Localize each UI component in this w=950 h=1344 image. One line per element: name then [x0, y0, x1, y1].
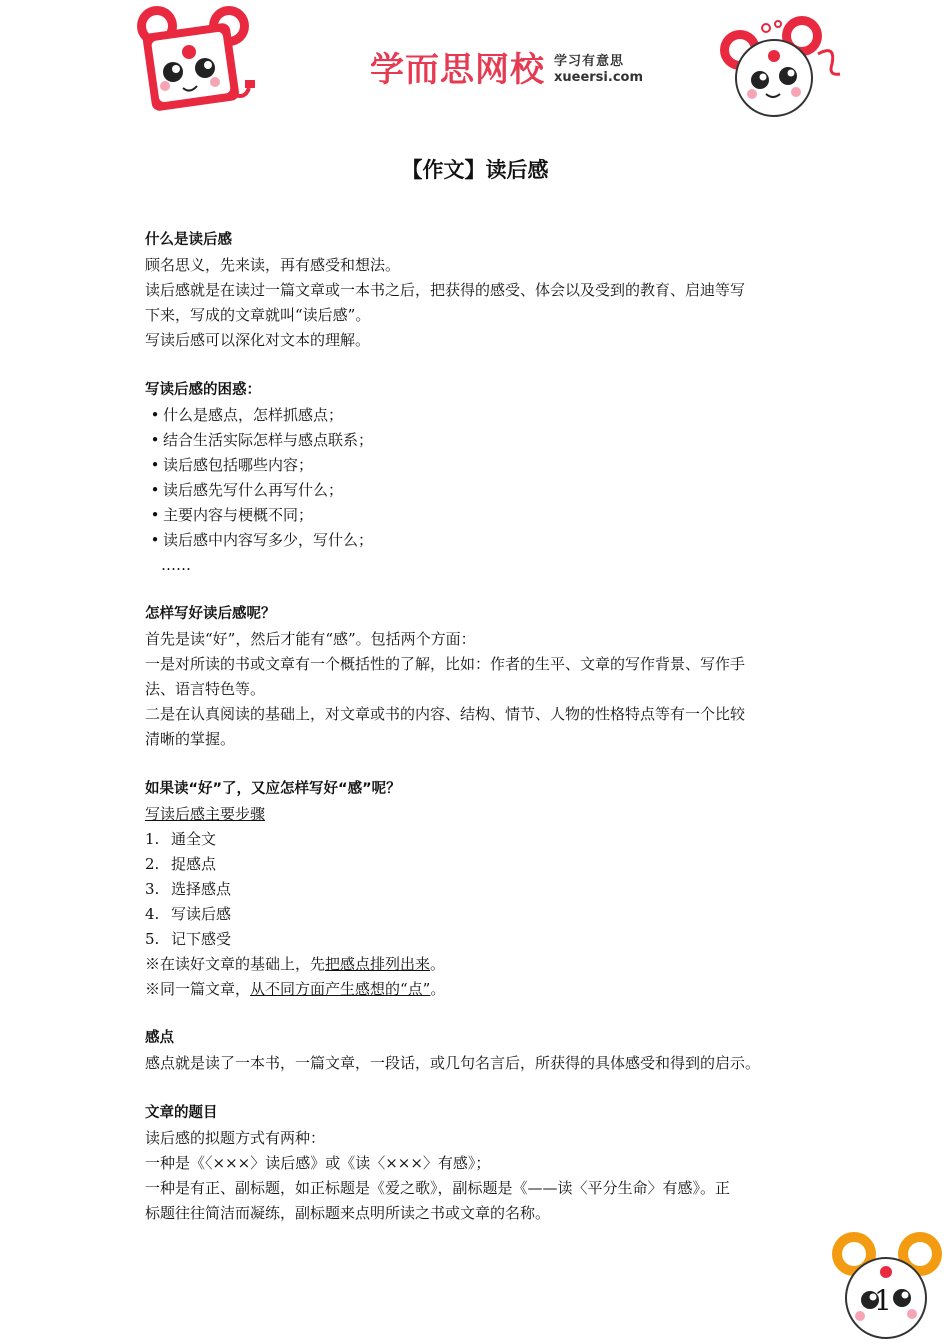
paragraph: 首先是读“好”，然后才能有“感”。包括两个方面： [145, 630, 476, 648]
paragraph: 一是对所读的书或文章有一个概括性的了解，比如：作者的生平、文章的写作背景、写作手 [145, 655, 746, 673]
logo-text: 学而思网校 [370, 50, 545, 90]
paragraph: 写读后感可以深化对文本的理解。 [145, 331, 371, 349]
page-header [0, 0, 950, 130]
list-item: 4. 写读后感 [145, 904, 232, 923]
list-item: • 结合生活实际怎样与感点联系； [145, 428, 815, 453]
section-heading: 怎样写好读后感呢？ [145, 606, 276, 622]
section-heading: 文章的题目 [145, 1104, 218, 1121]
paragraph: 下来，写成的文章就叫“读后感”。 [145, 306, 371, 324]
section-heading: 感点 [145, 1030, 174, 1046]
list-item: • 读后感中内容写多少，写什么； [145, 528, 815, 553]
section-heading: 写读后感的困惑： [145, 381, 261, 398]
bullet-icon: • [150, 505, 160, 524]
list-item: 2. 捉感点 [145, 854, 217, 873]
bullet-icon: • [150, 405, 160, 424]
paragraph: 标题往往简洁而凝练，副标题来点明所读之书或文章的名称。 [145, 1203, 551, 1222]
paragraph: 读后感就是在读过一篇文章或一本书之后，把获得的感受、体会以及受到的教育、启迪等写 [145, 281, 746, 299]
paragraph: 法、语言特色等。 [145, 680, 266, 698]
list-item: 5. 记下感受 [145, 929, 232, 948]
page-title: 【作文】读后感 [401, 158, 549, 182]
logo-url: xueersi.com [554, 70, 644, 85]
list-item: 3. 选择感点 [145, 879, 232, 898]
bullet-icon: • [150, 455, 160, 474]
document-body [145, 228, 815, 1226]
list-item: • 主要内容与梗概不同； [145, 503, 815, 528]
paragraph: 清晰的掌握。 [145, 730, 236, 748]
note: ※在读好文章的基础上，先把感点排列出来。 [145, 954, 446, 973]
bullet-icon: • [150, 530, 160, 549]
paragraph: 感点就是读了一本书，一篇文章，一段话，或几句名言后，所获得的具体感受和得到的启示。 [145, 1054, 761, 1072]
note: ※同一篇文章，从不同方面产生感想的“点”。 [145, 979, 446, 998]
list-item: • 读后感先写什么再写什么； [145, 478, 815, 503]
section-heading: 什么是读后感 [145, 232, 232, 248]
list-item: • 什么是感点，怎样抓感点； [145, 403, 815, 428]
bullet-icon: • [150, 480, 160, 499]
list-item: 1. 通全文 [145, 829, 217, 848]
subheading: 写读后感主要步骤 [145, 804, 266, 823]
bullet-icon: • [150, 430, 160, 449]
mascot-right-icon [718, 14, 848, 124]
paragraph: 一种是有正、副标题，如正标题是《爱之歌》，副标题是《——读〈平分生命〉有感》。正 [145, 1178, 731, 1197]
paragraph: 读后感的拟题方式有两种： [145, 1128, 326, 1147]
section-heading: 如果读“好”了，又应怎样写好“感”呢？ [145, 780, 401, 797]
logo-slogan: 学习有意思 [554, 54, 625, 69]
paragraph: 一种是《〈×××〉读后感》或《读〈×××〉有感》； [145, 1153, 491, 1172]
paragraph: 顾名思义，先来读，再有感受和想法。 [145, 256, 401, 274]
mascot-left-icon [133, 4, 263, 114]
paragraph: 二是在认真阅读的基础上，对文章或书的内容、结构、情节、人物的性格特点等有一个比较 [145, 705, 746, 723]
ellipsis: …… [161, 555, 191, 574]
page-number: 1 [874, 1284, 892, 1317]
list-item: • 读后感包括哪些内容； [145, 453, 815, 478]
